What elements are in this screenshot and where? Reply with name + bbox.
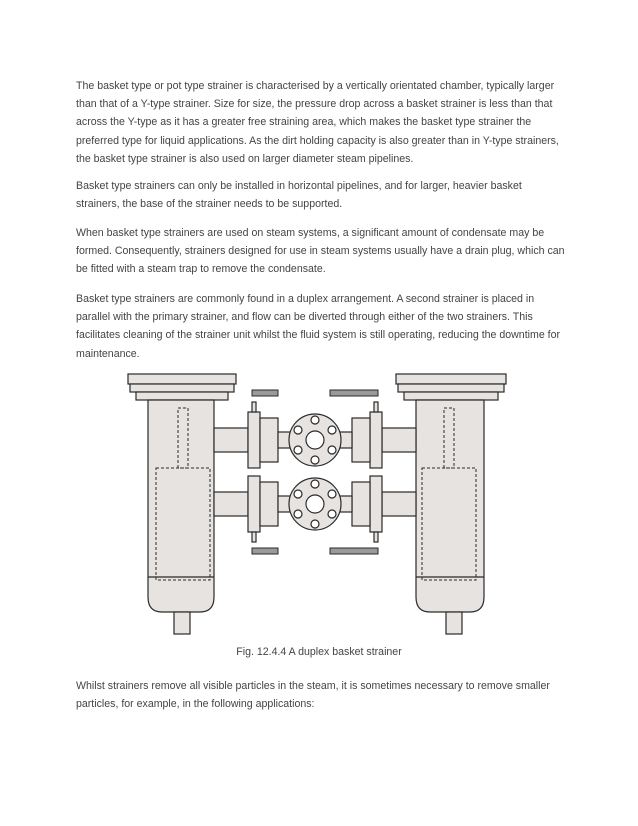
paragraph-basket-type-description: The basket type or pot type strainer is characterised by a vertically orientated chamber, typically larger than that of a Y-type strainer. Size for size, the pressure drop across a basket strainer is less than that across the Y-type as it has a greater free straining area, which makes the basket type strainer the preferred type for liquid applications. As the dirt holding capacity is also greater than in Y-type strainers, the basket type strainer is also used on larger diameter steam pipelines. bbox=[76, 80, 559, 165]
left-lower-valve-handle bbox=[252, 548, 278, 554]
left-valve-assembly bbox=[248, 390, 290, 554]
left-cover-flange bbox=[130, 384, 234, 392]
duplex-strainer-figure bbox=[126, 372, 512, 638]
left-strainer bbox=[128, 374, 248, 634]
paragraph-steam-systems: When basket type strainers are used on steam systems, a significant amount of condensate may be formed. Consequently, strainers designed for use in steam systems usually have a drain plug, which can be fitted with a steam trap to remove the condensate. bbox=[76, 227, 565, 276]
duplex-strainer-diagram bbox=[126, 372, 512, 638]
right-top-flange bbox=[404, 392, 498, 400]
lower-center-flange bbox=[289, 478, 341, 530]
right-cover-plate bbox=[396, 374, 506, 384]
right-lower-valve-handle bbox=[330, 548, 378, 554]
right-cover-flange bbox=[398, 384, 504, 392]
left-drain-plug bbox=[174, 612, 190, 634]
right-valve-assembly bbox=[330, 390, 382, 554]
paragraph-installation: Basket type strainers can only be installed in horizontal pipelines, and for larger, heavier basket strainers, the base of the strainer needs to be supported. bbox=[76, 180, 522, 211]
paragraph-smaller-particles: Whilst strainers remove all visible particles in the steam, it is sometimes necessary to remove smaller particles, for example, in the following applications: bbox=[76, 680, 550, 711]
upper-center-flange bbox=[289, 414, 341, 466]
paragraph-duplex-arrangement: Basket type strainers are commonly found in a duplex arrangement. A second strainer is placed in parallel with the primary strainer, and flow can be diverted through either of the two strainers. This facilitates cleaning of the strainer unit whilst the fluid system is still operating, reducing the downtime for maintenance. bbox=[76, 293, 561, 360]
left-upper-valve-handle bbox=[252, 390, 278, 396]
right-strainer bbox=[382, 374, 506, 634]
figure-caption: Fig. 12.4.4 A duplex basket strainer bbox=[236, 646, 402, 658]
right-drain-plug bbox=[446, 612, 462, 634]
left-cover-plate bbox=[128, 374, 236, 384]
left-top-flange bbox=[136, 392, 228, 400]
right-upper-valve-handle bbox=[330, 390, 378, 396]
